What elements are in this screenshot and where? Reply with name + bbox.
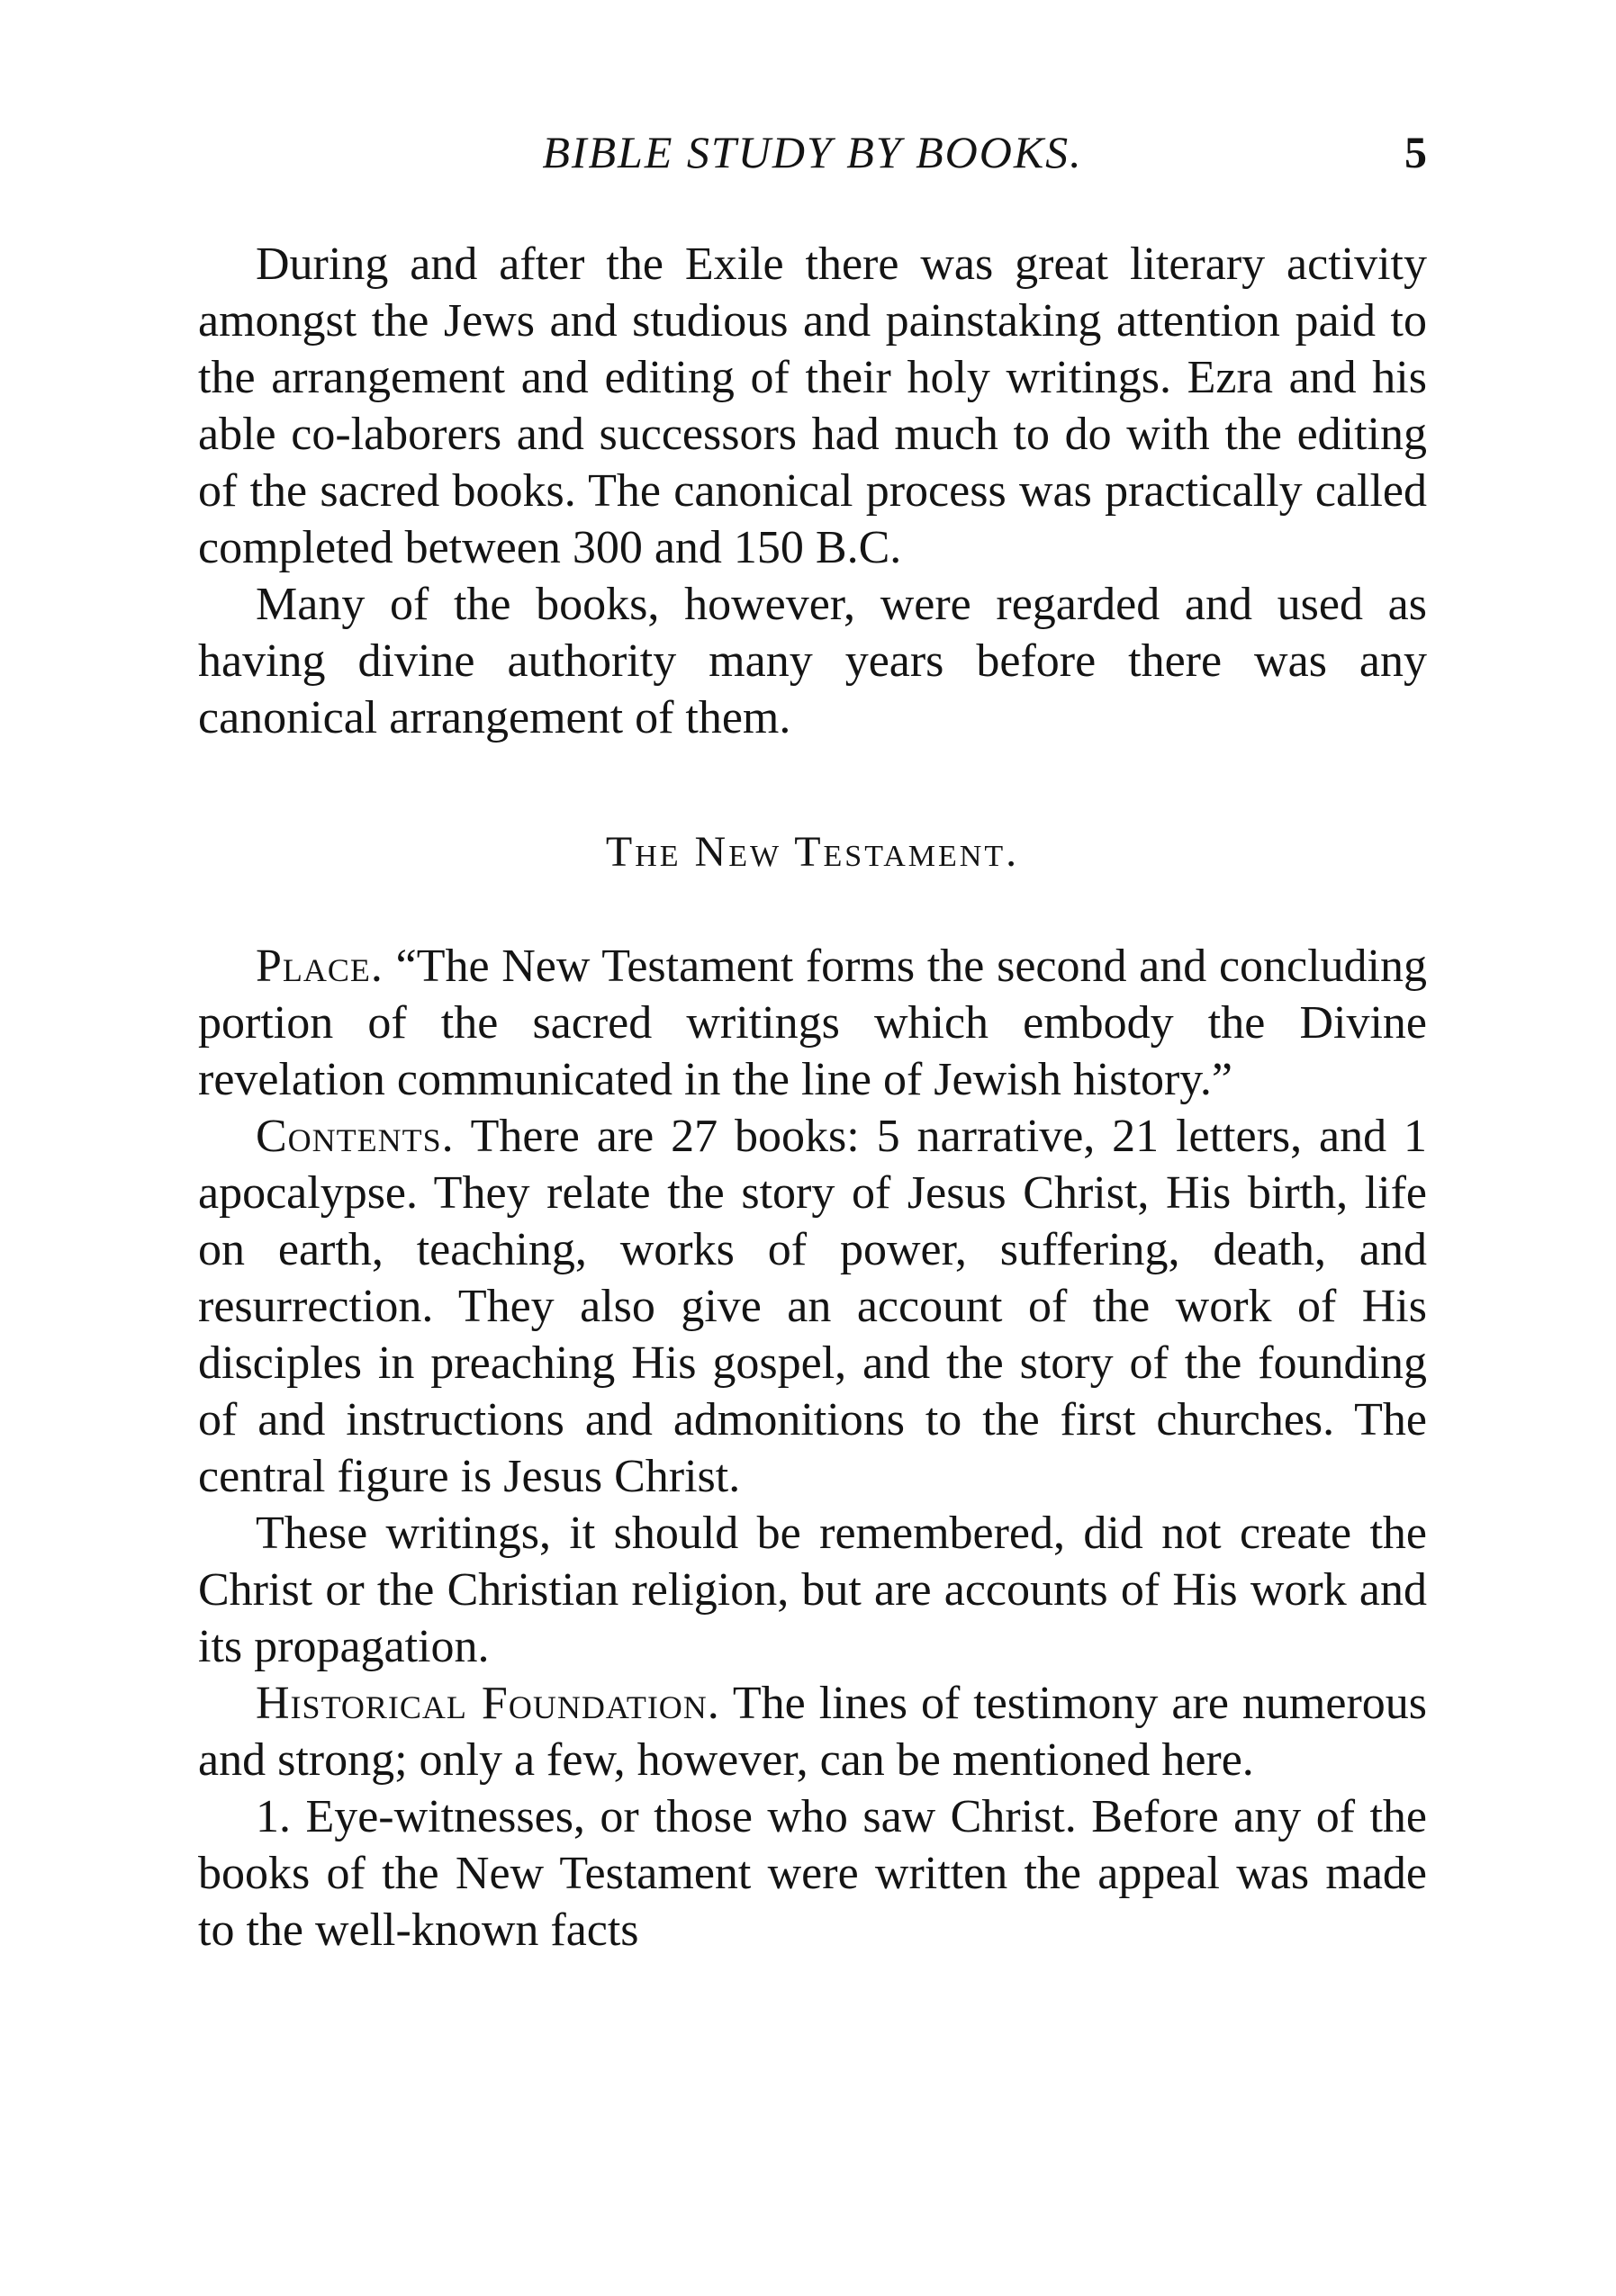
page-number: 5 bbox=[1404, 127, 1427, 177]
contents-label: Contents. bbox=[256, 1111, 455, 1162]
paragraph-divine-authority: Many of the books, however, were regarded and used as having divine authority many years before there was any canonical arrangement of them. bbox=[198, 579, 1427, 743]
paragraph-eye-witnesses: 1. Eye-witnesses, or those who saw Christ. Before any of the books of the New Testament were written the appeal was made to the well-known facts bbox=[198, 1791, 1427, 1956]
historical-text: The lines of testimony are numerous and strong; only a few, however, can be mentioned here. bbox=[198, 1678, 1427, 1786]
contents-text: There are 27 books: 5 narrative, 21 letters, and 1 apocalypse. They relate the story of Jesus Christ, His birth, life on earth, teaching, works of power, suffering, death, and resurrection. They also give an account of the work of His disciples in preaching His gospel, and the story of the founding of and instructions and admonitions to the first churches. The central figure is Jesus Christ. bbox=[198, 1111, 1428, 1502]
running-title: BIBLE STUDY BY BOOKS. bbox=[542, 127, 1083, 177]
paragraph-historical-foundation bbox=[198, 1675, 1427, 1788]
place-text: “The New Testament forms the second and concluding portion of the sacred writings which embody the Divine revelation communicated in the line of Jewish history.” bbox=[198, 941, 1428, 1105]
paragraph-contents bbox=[198, 1108, 1427, 1505]
book-page bbox=[198, 126, 1427, 1958]
paragraph-writings: These writings, it should be remembered, did not create the Christ or the Christian religion, but are accounts of His work and its propagation. bbox=[198, 1508, 1427, 1672]
section-heading: The New Testament. bbox=[605, 828, 1020, 876]
historical-label: Historical Foundation. bbox=[256, 1678, 720, 1729]
running-head bbox=[198, 126, 1427, 189]
paragraph-exile: During and after the Exile there was great literary activity amongst the Jews and studious and painstaking attention paid to the arrangement and editing of their holy writings. Ezra and his able co-laborers and successors had much to do with the editing of the sacred books. The canonical process was practically called completed between 300 and 150 B.C. bbox=[198, 239, 1427, 573]
place-label: Place. bbox=[256, 941, 384, 992]
paragraph-place bbox=[198, 938, 1427, 1108]
